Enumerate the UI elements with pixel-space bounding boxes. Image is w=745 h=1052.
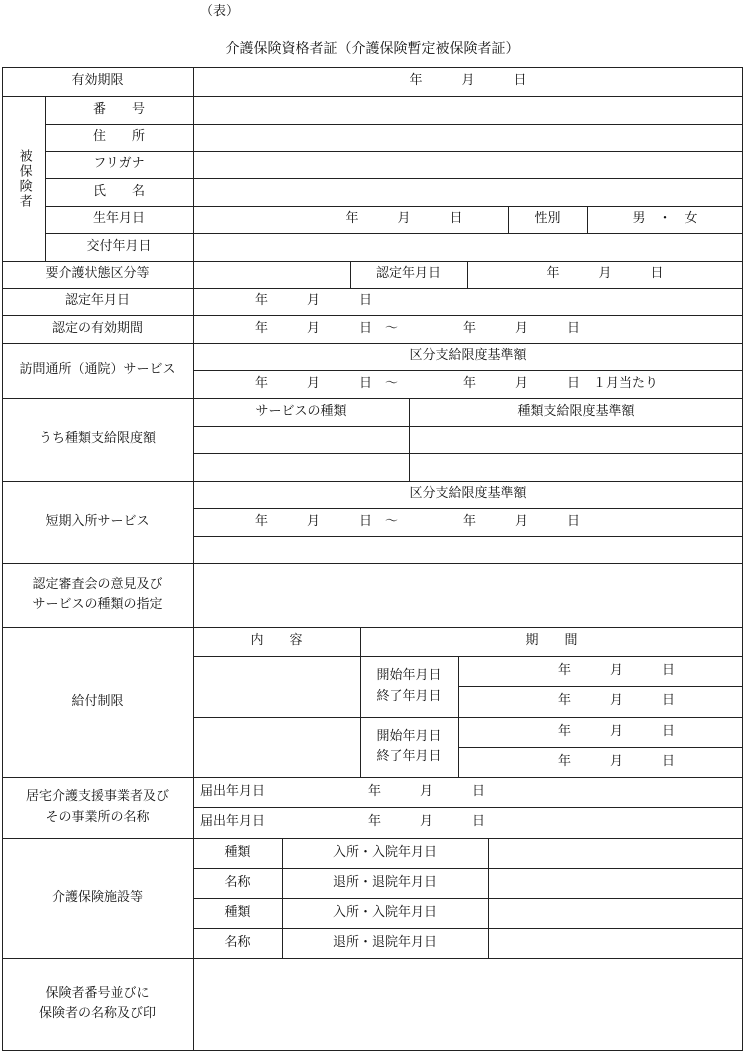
- restriction-content-cell[interactable]: [193, 717, 360, 777]
- admission-date-field[interactable]: [488, 898, 743, 928]
- service-type-column-header: サービスの種類: [255, 403, 347, 419]
- insured-address-field[interactable]: [193, 124, 743, 151]
- admission-date-label: 入所・入院年月日: [332, 904, 437, 920]
- service-type-cell[interactable]: [193, 453, 409, 481]
- restriction-label: 給付制限: [71, 693, 124, 709]
- issue-date-field[interactable]: [193, 233, 743, 261]
- insured-name-field[interactable]: [193, 178, 743, 206]
- short-stay-limit-label: 区分支給限度基準額: [409, 486, 527, 502]
- type-limit-cell[interactable]: [409, 426, 743, 453]
- validity-date[interactable]: 年 月 日: [409, 73, 527, 89]
- discharge-date-field[interactable]: [488, 868, 743, 898]
- admission-date-field[interactable]: [488, 838, 743, 868]
- filed-date-field[interactable]: 年 月 日: [368, 783, 486, 799]
- facility-name-label: 名称: [224, 874, 251, 890]
- type-limit-column-header: 種類支給限度基準額: [517, 403, 635, 419]
- insured-furigana-label: フリガナ: [93, 156, 145, 172]
- admission-date-label: 入所・入院年月日: [332, 844, 437, 860]
- cert-period-field[interactable]: 年 月 日 ～ 年 月 日: [255, 320, 581, 336]
- restriction-date-labels: [360, 717, 458, 777]
- short-stay-label: 短期入所サービス: [45, 513, 150, 529]
- filed-date-label: 届出年月日: [200, 814, 266, 830]
- home-service-period[interactable]: 年 月 日 ～ 年 月 日 １月当たり: [255, 375, 659, 391]
- insurer-label-line-2: 保険者の名称及び印: [38, 1006, 156, 1021]
- issue-date-label: 交付年月日: [86, 238, 152, 254]
- facility-name-label: 名称: [224, 934, 251, 950]
- insured-number-label: 番 号: [92, 101, 145, 117]
- facility-type-label: 種類: [224, 844, 251, 860]
- insured-furigana-field[interactable]: [193, 151, 743, 178]
- care-support-label-line-1: 居宅介護支援事業者及び: [25, 789, 169, 805]
- cert-date-label: 認定年月日: [64, 293, 130, 309]
- restriction-content-header: 内 容: [250, 633, 303, 649]
- restriction-start-date[interactable]: 年 月 日: [557, 723, 675, 739]
- care-level-label: 要介護状態区分等: [45, 266, 150, 282]
- care-support-label-line-2: その事業所の名称: [45, 809, 150, 825]
- start-date-label: 開始年月日: [376, 668, 442, 684]
- face-side-label: （表）: [200, 4, 240, 19]
- insured-address-label: 住 所: [92, 129, 145, 145]
- restriction-end-date[interactable]: 年 月 日: [557, 693, 675, 709]
- service-type-cell[interactable]: [193, 426, 409, 453]
- type-limit-cell[interactable]: [409, 453, 743, 481]
- discharge-date-label: 退所・退院年月日: [332, 934, 437, 950]
- opinion-label-line-1: 認定審査会の意見及び: [32, 576, 163, 592]
- care-level-cert-date[interactable]: 年 月 日: [546, 266, 664, 282]
- restriction-start-date[interactable]: 年 月 日: [557, 662, 675, 678]
- start-date-label: 開始年月日: [376, 728, 442, 744]
- discharge-date-field[interactable]: [488, 928, 743, 958]
- facility-type-label: 種類: [224, 904, 251, 920]
- insurer-label: [2, 958, 193, 1050]
- birth-date-field[interactable]: 年 月 日: [345, 211, 463, 227]
- insured-number-field[interactable]: [193, 96, 743, 124]
- insured-group-label: 被保険者: [16, 148, 32, 209]
- restriction-period-header: 期 間: [525, 633, 578, 649]
- birth-date-label: 生年月日: [92, 211, 145, 227]
- restriction-content-cell[interactable]: [193, 656, 360, 717]
- type-limit-label: うち種類支給限度額: [38, 431, 156, 447]
- document-title: 介護保険資格者証（介護保険暫定被保険者証）: [225, 41, 520, 57]
- cert-period-label: 認定の有効期間: [51, 320, 143, 336]
- filed-date-field[interactable]: 年 月 日: [368, 814, 486, 830]
- insured-name-label: 氏 名: [92, 183, 145, 199]
- sex-label: 性別: [534, 211, 561, 227]
- validity-label: 有効期限: [71, 73, 124, 89]
- cert-date-field[interactable]: 年 月 日: [255, 293, 373, 309]
- opinion-label: [2, 563, 193, 627]
- short-stay-extra-field[interactable]: [193, 536, 743, 563]
- home-service-limit-label: 区分支給限度基準額: [409, 348, 527, 364]
- restriction-date-labels: [360, 656, 458, 717]
- care-level-field[interactable]: [193, 261, 350, 288]
- end-date-label: 終了年月日: [376, 749, 442, 764]
- opinion-label-line-2: サービスの種類の指定: [32, 597, 163, 612]
- insurer-seal-field[interactable]: [193, 958, 743, 1050]
- sex-options[interactable]: 男 ・ 女: [632, 211, 698, 227]
- discharge-date-label: 退所・退院年月日: [332, 874, 437, 890]
- short-stay-period[interactable]: 年 月 日 ～ 年 月 日: [255, 513, 581, 529]
- opinion-field[interactable]: [193, 563, 743, 627]
- home-service-label: 訪問通所（通院）サービス: [19, 362, 176, 378]
- care-support-label: [2, 777, 193, 838]
- restriction-end-date[interactable]: 年 月 日: [557, 753, 675, 769]
- filed-date-label: 届出年月日: [200, 783, 266, 799]
- care-level-cert-date-label: 認定年月日: [375, 266, 441, 282]
- insurer-label-line-1: 保険者番号並びに: [45, 985, 150, 1001]
- end-date-label: 終了年月日: [376, 688, 442, 704]
- facility-label: 介護保険施設等: [51, 889, 143, 905]
